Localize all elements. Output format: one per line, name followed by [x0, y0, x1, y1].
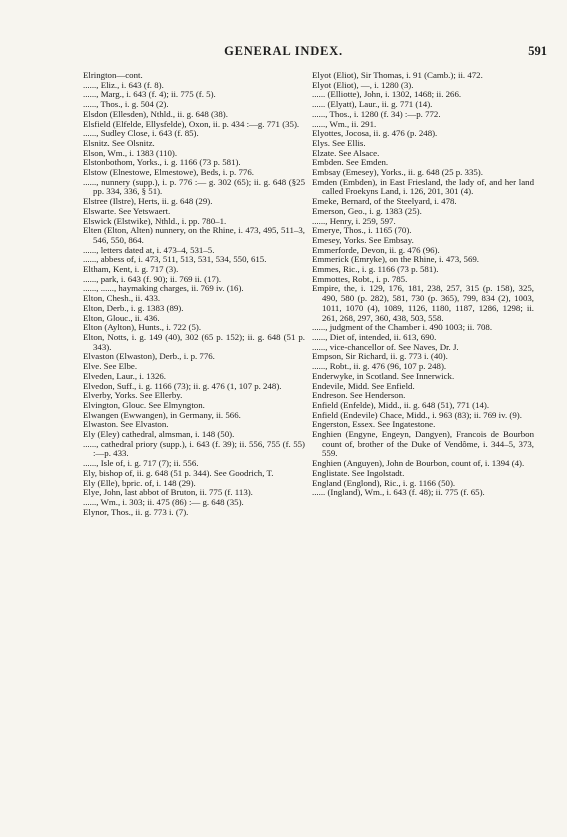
index-entry: Emeke, Bernard, of the Steelyard, i. 478.	[312, 196, 457, 207]
index-entry: Endreson. See Henderson.	[312, 390, 406, 401]
index-entry: Emmerick (Emryke), on the Rhine, i. 473, 569.	[312, 254, 480, 265]
index-entry: Ely, bishop of, ii. g. 648 (51 p. 344). See Goodrich, T.	[83, 467, 274, 478]
index-entry: Empson, Sir Richard, ii. g. 773 i. (40).	[312, 351, 448, 362]
index-entry: ......, Isle of, i. g. 717 (7); ii. 556.	[83, 458, 199, 469]
index-entry: Elzate. See Alsace.	[312, 147, 380, 158]
page-header	[0, 44, 567, 62]
index-entry: Elstow (Elnestowe, Elmestowe), Beds, i. p. 776.	[83, 167, 254, 178]
index-entry: Ely (Elle), bpric. of, i. 148 (29).	[83, 477, 196, 488]
index-entry: Emerson, Geo., i. g. 1383 (25).	[312, 205, 422, 216]
index-entry: Elveden, Laur., i. 1326.	[83, 370, 167, 381]
index-entry: Emesey, Yorks. See Embsay.	[312, 234, 414, 245]
index-entry: Elswick (Elstwike), Nthld., i. pp. 780–1.	[83, 215, 227, 226]
index-entry: Elton, Chesh., ii. 433.	[83, 293, 161, 304]
index-entry: ......, Wm., ii. 291.	[312, 118, 377, 129]
index-entry: ......, judgment of the Chamber i. 490 1003; ii. 708.	[312, 322, 493, 333]
index-entry: Embden. See Emden.	[312, 157, 389, 168]
index-entry: Elton (Aylton), Hunts., i. 722 (5).	[83, 322, 202, 333]
index-entry: ......, Robt., ii. g. 476 (96, 107 p. 248).	[312, 361, 447, 372]
index-entry: Emden (Embden), in East Friesland, the lady of, and her land called Froekyns Land, i. 126, 201, 301 (4).	[312, 176, 534, 197]
index-entry: ......, Diet of, intended, ii. 613, 690.	[312, 331, 437, 342]
index-entry: Eltham, Kent, i. g. 717 (3).	[83, 264, 179, 275]
index-entry: Elton, Glouc., ii. 436.	[83, 312, 160, 323]
index-entry: Elwaston. See Elvaston.	[83, 419, 169, 430]
right-index-column	[312, 71, 534, 827]
index-entry: Elynor, Thos., ii. g. 773 i. (7).	[83, 506, 189, 517]
index-entry: ......, nunnery (supp.), i. p. 776 :— g. 302 (65); ii. g. 648 (§25 pp. 334, 336, § 51).	[83, 176, 305, 197]
index-entry: Elten (Elton, Alten) nunnery, on the Rhine, i. 473, 495, 511–3, 546, 550, 864.	[83, 225, 305, 245]
index-entry: ......, cathedral priory (supp.), i. 643 (f. 39); ii. 556, 755 (f. 55) :—p. 433.	[83, 438, 305, 459]
index-entry: Enghien (Engyne, Engeyn, Dangyen), Francois de Bourbon count of, brother of the Duke of Vendôme, i. 344–5, 373, 559.	[312, 429, 534, 459]
index-entry: Emmottes, Robt., i. p. 785.	[312, 273, 408, 284]
index-entry: Elswarte. See Yetswaert.	[83, 205, 171, 216]
index-entry: ...... (Elyatt), Laur., ii. g. 771 (14).	[312, 99, 433, 110]
index-entry: Elton, Derb., i. g. 1383 (89).	[83, 302, 184, 313]
index-entry: Enghien (Anguyen), John de Bourbon, count of, i. 1394 (4).	[312, 458, 525, 469]
index-entry: Elton, Notts, i. g. 149 (40), 302 (65 p. 152); ii. g. 648 (51 p. 343).	[83, 331, 305, 352]
index-entry: ...... (Elliotte), John, i. 1302, 1468; ii. 266.	[312, 89, 462, 100]
index-entry: Elsdon (Ellesden), Nthld., ii. g. 648 (38).	[83, 108, 228, 119]
index-entry: ......, Wm., i. 303; ii. 475 (86) :— g. 648 (35).	[83, 496, 244, 507]
index-entry: Elyot (Eliot), —, i. 1280 (3).	[312, 79, 414, 90]
index-entry: Elyottes, Jocosa, ii. g. 476 (p. 248).	[312, 128, 438, 139]
index-entry: Elvaston (Elwaston), Derb., i. p. 776.	[83, 351, 215, 362]
index-entry: ......, Thos., i. 1280 (f. 34) :—p. 772.	[312, 108, 441, 119]
index-entry: Engerston, Essex. See Ingatestone.	[312, 419, 436, 430]
index-entry: Elys. See Ellis.	[312, 137, 366, 148]
index-entry: ......, Marg., i. 643 (f. 4); ii. 775 (f. 5).	[83, 89, 216, 100]
index-entry: Elvedon, Suff., i. g. 1166 (73); ii. g. 476 (1, 107 p. 248).	[83, 380, 282, 391]
index-entry: Elwangen (Ewwangen), in Germany, ii. 566.	[83, 409, 241, 420]
index-entry: Elson, Wm., i. 1383 (110).	[83, 147, 178, 158]
page-title: GENERAL INDEX.	[224, 44, 343, 58]
index-entry: Enfield (Endevile) Chace, Midd., i. 963 (83); ii. 769 iv. (9).	[312, 409, 522, 420]
left-index-column	[83, 71, 305, 827]
index-entry: ......, abbess of, i. 473, 511, 513, 531, 534, 550, 615.	[83, 254, 267, 265]
index-entry: Elverby, Yorks. See Ellerby.	[83, 390, 183, 401]
index-entry: Enderwyke, in Scotland. See Innerwick.	[312, 370, 455, 381]
index-entry: Empire, the, i. 129, 176, 181, 238, 257, 315 (p. 158), 325, 490, 580 (p. 282), 581, 730 (p. 365), 799, 834 (2), 1003, 1011, 1070 (4), 1089, 1126, 1180, 1187, 1286, 1298; ii. 261, 268, 297, 360, 438, 503, 558.	[312, 283, 534, 323]
index-entry: Elstonbothom, Yorks., i. g. 1166 (73 p. 581).	[83, 157, 241, 168]
index-entry: Elyot (Eliot), Sir Thomas, i. 91 (Camb.); ii. 472.	[312, 71, 483, 80]
index-entry: ......, Eliz., i. 643 (f. 8).	[83, 79, 164, 90]
index-entry: Endevile, Midd. See Enfield.	[312, 380, 415, 391]
index-entry: ......, ......, haymaking charges, ii. 769 iv. (16).	[83, 283, 244, 294]
index-entry: ......, Henry, i. 259, 597.	[312, 215, 396, 226]
index-entry: ......, Thos., i. g. 504 (2).	[83, 99, 169, 110]
index-entry: Elsnitz. See Olsnitz.	[83, 137, 155, 148]
index-entry: Elve. See Elbe.	[83, 361, 138, 372]
index-entry: Elye, John, last abbot of Bruton, ii. 775 (f. 113).	[83, 487, 253, 498]
index-entry: Elsfield (Elfelde, Ellysfelde), Oxon, ii. p. 434 :—g. 771 (35).	[83, 118, 300, 129]
index-entry: ......, Sudley Close, i. 643 (f. 85).	[83, 128, 199, 139]
page-number: 591	[528, 44, 547, 58]
index-entry: ...... (Ingland), Wm., i. 643 (f. 48); ii. 775 (f. 65).	[312, 487, 485, 498]
index-entry: Elstree (Ilstre), Herts, ii. g. 648 (29).	[83, 196, 213, 207]
index-entry: Emmes, Ric., i. g. 1166 (73 p. 581).	[312, 264, 439, 275]
index-entry: Elrington—cont.	[83, 71, 143, 80]
index-entry: ......, vice-chancellor of. See Naves, Dr. J.	[312, 341, 459, 352]
index-entry: ......, park, i. 643 (f. 90); ii. 769 ii. (17).	[83, 273, 222, 284]
index-entry: Elvington, Glouc. See Elmyngton.	[83, 399, 205, 410]
index-entry: Enfield (Enfelde), Midd., ii. g. 648 (51), 771 (14).	[312, 399, 490, 410]
index-entry: Emerye, Thos., i. 1165 (70).	[312, 225, 412, 236]
index-entry: Englistate. See Ingolstadt.	[312, 467, 405, 478]
index-entry: ......, letters dated at, i. 473–4, 531–5.	[83, 244, 215, 255]
index-entry: Ely (Eley) cathedral, almsman, i. 148 (50).	[83, 429, 235, 440]
index-entry: Emmerforde, Devon, ii. g. 476 (96).	[312, 244, 440, 255]
index-entry: England (Englond), Ric., i. g. 1166 (50).	[312, 477, 456, 488]
index-entry: Embsay (Emesey), Yorks., ii. g. 648 (25 p. 335).	[312, 167, 483, 178]
